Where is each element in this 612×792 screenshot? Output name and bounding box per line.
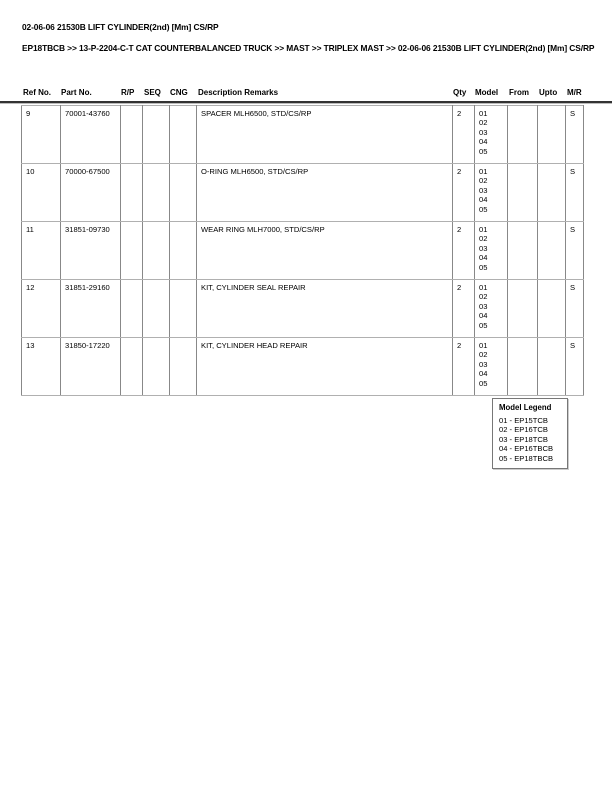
model-cell <box>475 222 508 280</box>
header-from: From <box>509 88 529 97</box>
header-ref-no: Ref No. <box>23 88 51 97</box>
table-row <box>22 338 584 396</box>
seq-cell <box>143 164 170 222</box>
model-legend-item: 04 - EP16TBCB <box>499 444 554 453</box>
model-code: 05 <box>479 320 488 330</box>
model-cell <box>475 106 508 164</box>
mr-cell: S <box>566 106 584 164</box>
seq-cell <box>143 222 170 280</box>
model-code: 02 <box>479 118 488 128</box>
part-no-cell: 70001-43760 <box>61 106 121 164</box>
from-cell <box>508 338 538 396</box>
qty-cell: 2 <box>453 164 475 222</box>
model-code: 01 <box>479 225 488 234</box>
description-cell: KIT, CYLINDER HEAD REPAIR <box>197 338 453 396</box>
description-cell: KIT, CYLINDER SEAL REPAIR <box>197 280 453 338</box>
model-code: 03 <box>479 185 488 195</box>
cng-cell <box>170 222 197 280</box>
upto-cell <box>538 338 566 396</box>
model-code: 03 <box>479 243 488 253</box>
upto-cell <box>538 164 566 222</box>
seq-cell <box>143 106 170 164</box>
from-cell <box>508 222 538 280</box>
part-no-cell: 31850-17220 <box>61 338 121 396</box>
model-code: 04 <box>479 195 488 205</box>
upto-cell <box>538 106 566 164</box>
header-divider-shadow <box>0 103 612 104</box>
seq-cell <box>143 280 170 338</box>
ref-no-cell: 9 <box>22 106 61 164</box>
cng-cell <box>170 106 197 164</box>
cng-cell <box>170 338 197 396</box>
model-code: 01 <box>479 283 488 292</box>
header-rp: R/P <box>121 88 135 97</box>
model-code: 03 <box>479 359 488 369</box>
model-legend <box>492 398 568 469</box>
model-code: 04 <box>479 253 488 263</box>
model-code: 03 <box>479 127 488 137</box>
breadcrumb: EP18TBCB >> 13-P-2204-C-T CAT COUNTERBALANCED TRUCK >> MAST >> TRIPLEX MAST >> 02-06-06 21530B LIFT CYLINDER(2nd) [Mm] CS/RP <box>22 43 595 53</box>
model-code: 05 <box>479 204 488 214</box>
part-no-cell: 31851-09730 <box>61 222 121 280</box>
upto-cell <box>538 280 566 338</box>
part-no-cell: 31851-29160 <box>61 280 121 338</box>
model-code: 01 <box>479 341 488 350</box>
model-legend-item: 02 - EP16TCB <box>499 425 548 434</box>
model-code: 04 <box>479 311 488 321</box>
ref-no-cell: 13 <box>22 338 61 396</box>
upto-cell <box>538 222 566 280</box>
rp-cell <box>121 222 143 280</box>
table-row <box>22 106 584 164</box>
model-legend-item: 01 - EP15TCB <box>499 415 548 425</box>
model-cell <box>475 280 508 338</box>
qty-cell: 2 <box>453 106 475 164</box>
header-description: Description Remarks <box>198 88 279 97</box>
table-row <box>22 222 584 280</box>
description-cell: WEAR RING MLH7000, STD/CS/RP <box>197 222 453 280</box>
model-code: 01 <box>479 167 488 176</box>
header-upto: Upto <box>539 88 558 97</box>
seq-cell <box>143 338 170 396</box>
model-code: 05 <box>479 262 488 272</box>
header-part-no: Part No. <box>61 88 92 97</box>
model-code: 02 <box>479 350 488 360</box>
qty-cell: 2 <box>453 222 475 280</box>
from-cell <box>508 106 538 164</box>
rp-cell <box>121 280 143 338</box>
mr-cell: S <box>566 338 584 396</box>
part-no-cell: 70000-67500 <box>61 164 121 222</box>
page-title: 02-06-06 21530B LIFT CYLINDER(2nd) [Mm] CS/RP <box>22 22 219 32</box>
model-code: 02 <box>479 292 488 302</box>
model-code: 05 <box>479 378 488 388</box>
header-model: Model <box>475 88 499 97</box>
ref-no-cell: 10 <box>22 164 61 222</box>
model-legend-item: 05 - EP18TBCB <box>499 453 554 463</box>
description-cell: SPACER MLH6500, STD/CS/RP <box>197 106 453 164</box>
model-legend-item: 03 - EP18TCB <box>499 434 548 444</box>
model-code: 03 <box>479 301 488 311</box>
header-cng: CNG <box>170 88 188 97</box>
model-code: 05 <box>479 146 488 156</box>
ref-no-cell: 12 <box>22 280 61 338</box>
header-seq: SEQ <box>144 88 161 97</box>
model-cell <box>475 338 508 396</box>
mr-cell: S <box>566 222 584 280</box>
header-mr: M/R <box>567 88 582 97</box>
model-code: 02 <box>479 234 488 244</box>
mr-cell: S <box>566 164 584 222</box>
model-code: 01 <box>479 109 488 118</box>
table-row <box>22 280 584 338</box>
cng-cell <box>170 164 197 222</box>
rp-cell <box>121 338 143 396</box>
rp-cell <box>121 106 143 164</box>
table-row <box>22 164 584 222</box>
description-cell: O-RING MLH6500, STD/CS/RP <box>197 164 453 222</box>
rp-cell <box>121 164 143 222</box>
from-cell <box>508 280 538 338</box>
from-cell <box>508 164 538 222</box>
model-code: 04 <box>479 369 488 379</box>
model-cell <box>475 164 508 222</box>
model-legend-title: Model Legend <box>499 403 552 412</box>
table-header <box>0 88 612 100</box>
mr-cell: S <box>566 280 584 338</box>
cng-cell <box>170 280 197 338</box>
model-code: 02 <box>479 176 488 186</box>
header-qty: Qty <box>453 88 467 97</box>
qty-cell: 2 <box>453 338 475 396</box>
parts-table <box>21 105 584 396</box>
ref-no-cell: 11 <box>22 222 61 280</box>
model-code: 04 <box>479 137 488 147</box>
qty-cell: 2 <box>453 280 475 338</box>
